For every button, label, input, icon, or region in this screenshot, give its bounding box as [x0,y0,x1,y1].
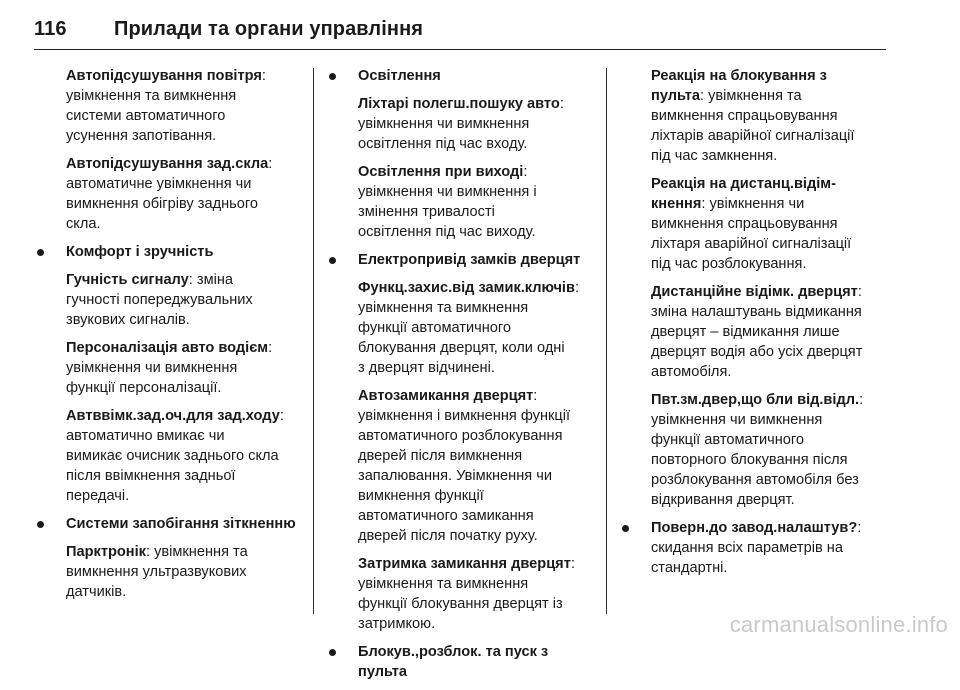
setting-separator: : [570,556,575,572]
description-line: увімкнення чи вимкнення і [358,184,537,200]
description-line: запалювання. Увімкнення чи [358,468,552,484]
setting-term-cont: кнення [651,196,702,212]
section-heading-cont: пульта [358,664,407,680]
setting-entry [66,154,308,234]
description-line: стандартні. [651,560,728,576]
setting-entry [651,174,893,274]
description-line: автоматичного замикання [358,508,534,524]
section-bullet [66,242,308,262]
description-line: вимкнення спрацьовування [651,216,838,232]
setting-term: Затримка замикання дверцят [358,556,571,572]
setting-separator: : [268,156,273,172]
bullet-dot [329,257,336,264]
setting-separator: : [559,96,564,112]
setting-term: Автввімк.зад.оч.для зад.ходу [66,408,280,424]
description-line: з дверцят відчинені. [358,360,495,376]
setting-term: Автопідсушування повітря [66,68,262,84]
setting-separator: : [268,340,273,356]
description-line: увімкнення та вимкнення [358,576,529,592]
description-line: після ввімкнення задньої [66,468,236,484]
setting-separator: : зміна [188,272,234,288]
description-line: дверей після початку руху. [358,528,538,544]
section-heading: Електропривід замків дверцят [358,252,581,268]
heading-suffix: : [857,520,862,536]
setting-entry [66,66,308,146]
setting-entry [66,542,308,602]
description-line: автомобіля. [651,364,732,380]
setting-entry [651,282,893,382]
description-line: вимкнення спрацьовування [651,108,838,124]
section-bullet [358,66,600,86]
bullet-dot [37,249,44,256]
description-line: дверцят водія або усіх дверцят [651,344,863,360]
description-line: розблокування автомобіля без [651,472,859,488]
description-line: скидання всіх параметрів на [651,540,843,556]
setting-entry [66,270,308,330]
setting-entry [358,162,600,242]
setting-term: Автозамикання дверцят [358,388,534,404]
description-line: вимкнення ультразвукових [66,564,247,580]
description-line: гучності попереджувальних [66,292,253,308]
description-line: ліхтаря аварійної сигналізації [651,236,852,252]
description-line: усунення запотівання. [66,128,217,144]
setting-term: Автопідсушування зад.скла [66,156,269,172]
description-line: системи автоматичного [66,108,226,124]
description-line: увімкнення чи вимкнення [651,412,823,428]
description-line: освітлення під час входу. [358,136,528,152]
setting-entry [66,338,308,398]
setting-separator: : [857,284,862,300]
description-line: передачі. [66,488,130,504]
watermark: carmanualsonline.info [729,612,948,637]
setting-term: Гучність сигналу [66,272,189,288]
section-bullet [66,514,308,534]
setting-separator: : [533,388,538,404]
setting-entry [66,406,308,506]
description-line: під час замкнення. [651,148,778,164]
description-line: увімкнення чи вимкнення [66,360,238,376]
section-heading: Системи запобігання зіткненню [66,516,296,532]
description-line: затримкою. [358,616,436,632]
page-header [34,18,886,41]
setting-separator: : [523,164,528,180]
setting-entry [651,390,893,510]
description-line: скла. [66,216,101,232]
setting-entry [358,554,600,634]
setting-term: Освітлення при виході [358,164,524,180]
setting-separator: : увімкнення та [699,88,802,104]
setting-term: Реакція на блокування з [651,68,827,84]
description-line: вимикає очисник заднього скла [66,448,279,464]
setting-separator: : увімкнення чи [701,196,805,212]
description-line: автоматичного розблокування [358,428,563,444]
column-1 [66,66,308,610]
description-line: датчиків. [66,584,127,600]
column-divider-1 [313,68,314,614]
column-2 [358,66,600,690]
description-line: зміна налаштувань відмикання [651,304,862,320]
bullet-dot [37,521,44,528]
description-line: автоматичне увімкнення чи [66,176,252,192]
description-line: звукових сигналів. [66,312,190,328]
setting-separator: : [279,408,284,424]
description-line: функції персоналізації. [66,380,222,396]
page-title: Прилади та органи управління [114,18,424,40]
setting-entry [358,278,600,378]
description-line: вимкнення функції [358,488,484,504]
description-line: увімкнення та вимкнення [358,300,529,316]
bullet-dot [329,73,336,80]
section-heading: Комфорт і зручність [66,244,214,260]
setting-entry [358,386,600,546]
description-line: змінення тривалості [358,204,495,220]
setting-separator: : [261,68,266,84]
setting-separator: : [859,392,864,408]
description-line: освітлення під час виходу. [358,224,536,240]
page-number: 116 [34,18,67,40]
setting-term: Парктронік [66,544,146,560]
header-rule [34,49,886,50]
description-line: вимкнення обігріву заднього [66,196,258,212]
section-bullet [651,518,893,578]
section-bullet [358,642,600,682]
setting-term: Пвт.зм.двер,що бли від.відл. [651,392,860,408]
description-line: блокування дверцят, коли одні [358,340,565,356]
description-line: функції блокування дверцят із [358,596,563,612]
description-line: ліхтарів аварійної сигналізації [651,128,855,144]
description-line: увімкнення чи вимкнення [358,116,530,132]
setting-term: Реакція на дистанц.відім- [651,176,836,192]
description-line: відкривання дверцят. [651,492,795,508]
description-line: функції автоматичного [651,432,805,448]
bullet-dot [329,649,336,656]
setting-term-cont: пульта [651,88,700,104]
column-3 [651,66,893,586]
column-divider-2 [606,68,607,614]
description-line: повторного блокування після [651,452,848,468]
bullet-dot [622,525,629,532]
setting-term: Ліхтарі полегш.пошуку авто [358,96,560,112]
description-line: функції автоматичного [358,320,512,336]
setting-entry [358,94,600,154]
description-line: увімкнення та вимкнення [66,88,237,104]
setting-term: Дистанційне відімк. дверцят [651,284,858,300]
section-heading: Поверн.до завод.налаштув? [651,520,858,536]
section-heading: Блокув.,розблок. та пуск з [358,644,549,660]
setting-separator: : увімкнення та [145,544,248,560]
description-line: дверей після вимкнення [358,448,523,464]
setting-entry [651,66,893,166]
description-line: автоматично вмикає чи [66,428,225,444]
setting-separator: : [574,280,580,296]
description-line: увімкнення і вимкнення функції [358,408,571,424]
description-line: дверцят – відмикання лише [651,324,840,340]
description-line: під час розблокування. [651,256,807,272]
setting-term: Функц.захис.від замик.ключів [358,280,575,296]
section-heading: Освітлення [358,68,441,84]
setting-term: Персоналізація авто водієм [66,340,269,356]
section-bullet [358,250,600,270]
